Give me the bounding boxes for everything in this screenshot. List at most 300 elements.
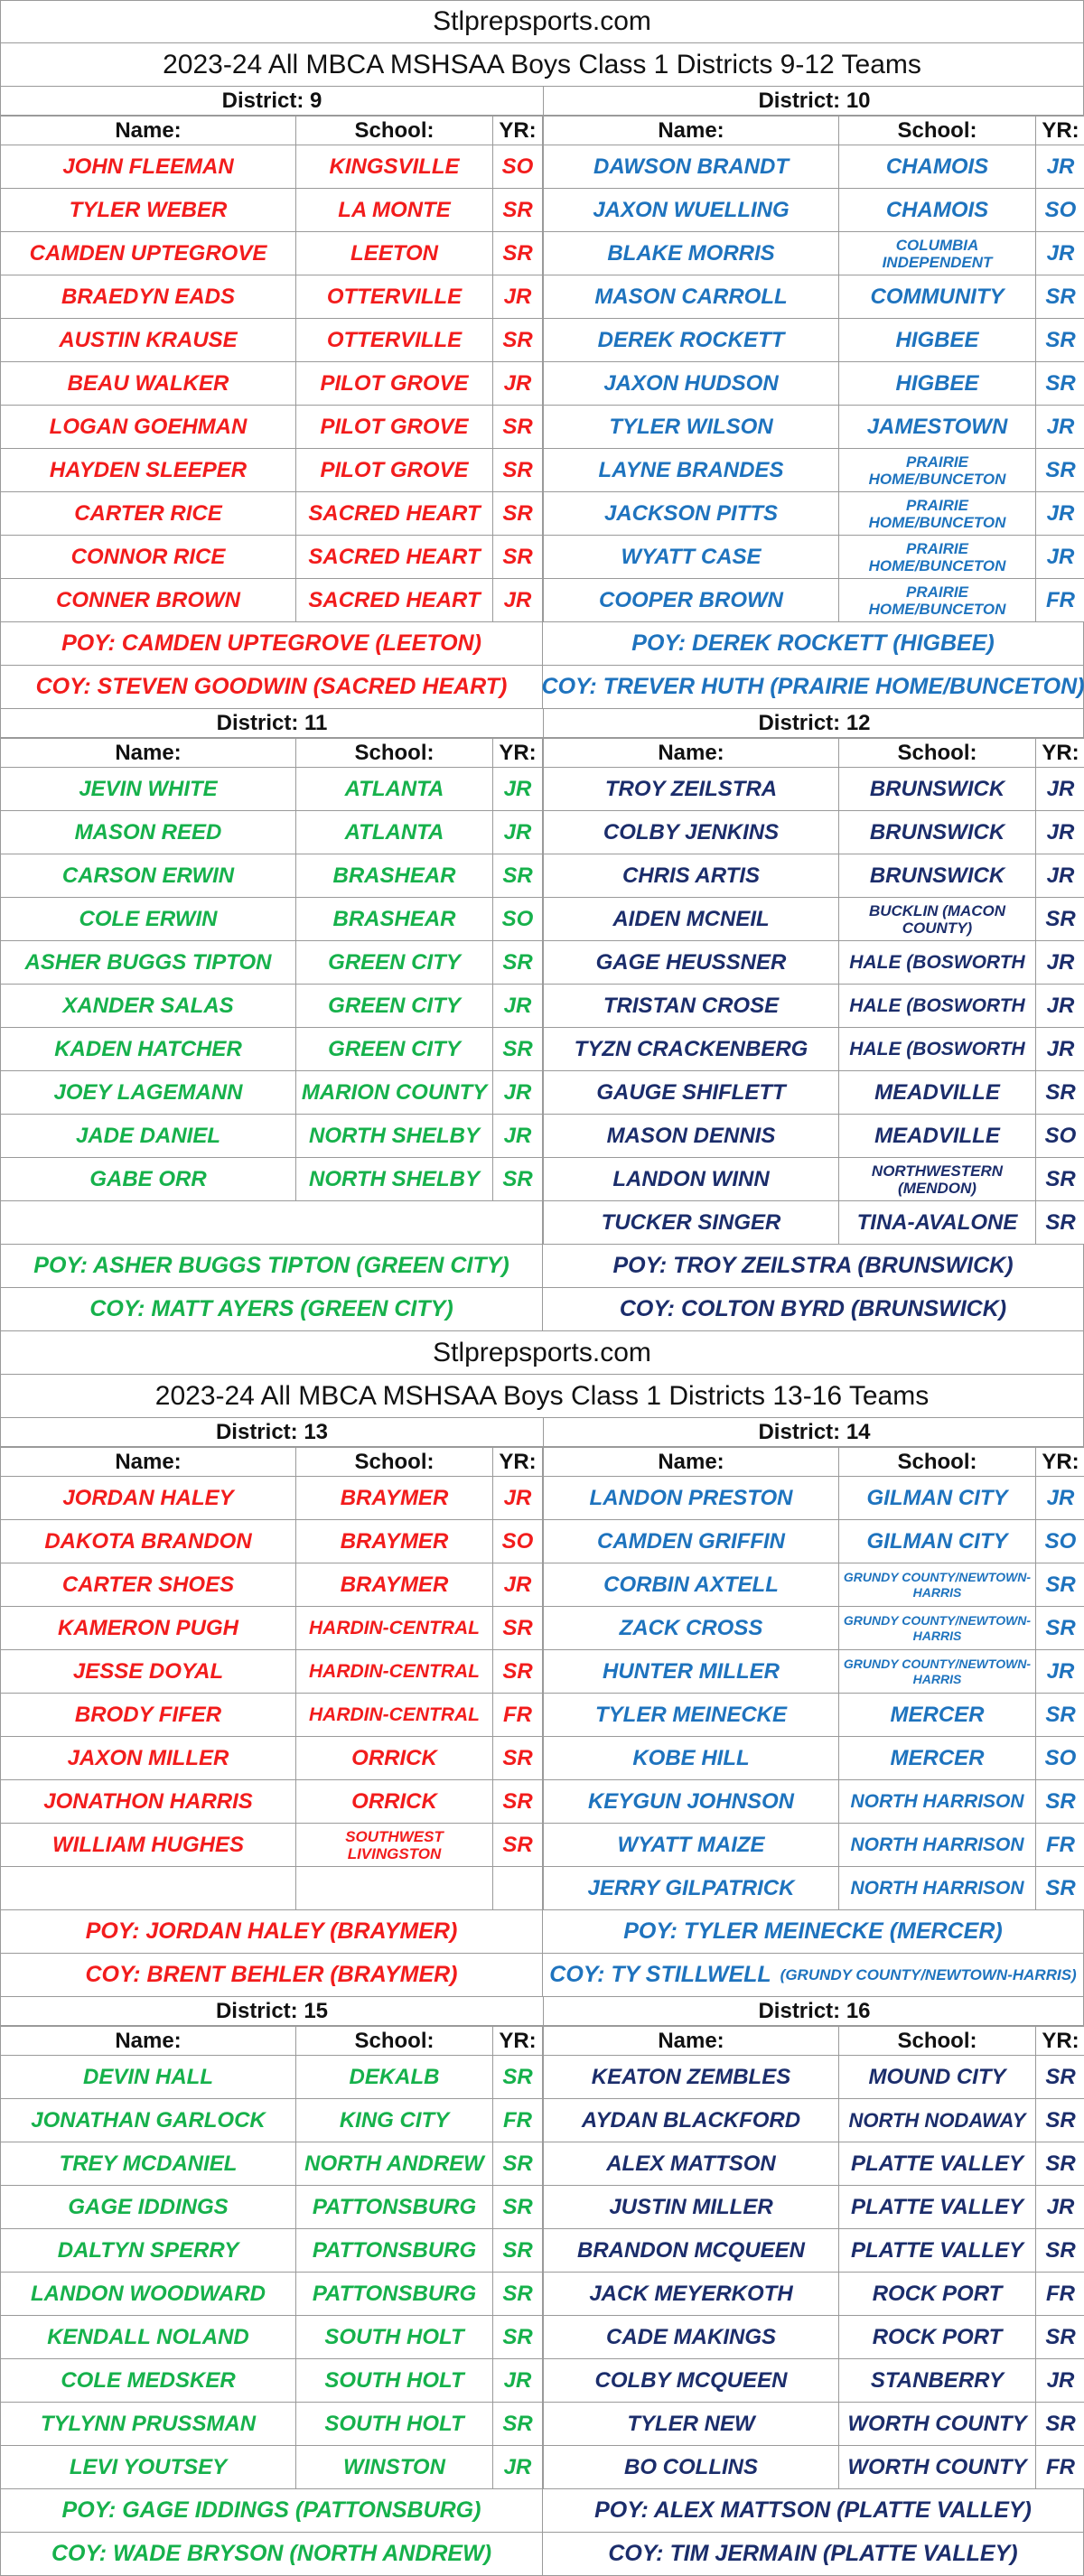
player-name: ZACK CROSS	[544, 1607, 839, 1650]
player-name: GAGE HEUSSNER	[544, 941, 839, 985]
player-school: SOUTH HOLT	[296, 2403, 493, 2446]
player-year: JR	[493, 1563, 543, 1607]
player-year: FR	[1036, 2273, 1084, 2316]
player-name: HUNTER MILLER	[544, 1650, 839, 1694]
player-year: SR	[493, 1650, 543, 1694]
district-pair	[0, 2026, 1084, 2576]
district-heading-row	[0, 709, 1084, 738]
district-pair	[0, 1447, 1084, 1997]
player-row	[544, 2229, 1084, 2273]
player-year: SR	[1036, 1780, 1084, 1824]
player-row	[1, 1867, 543, 1910]
player-school: DEKALB	[296, 2056, 493, 2099]
player-name: CARSON ERWIN	[1, 854, 296, 898]
player-row	[1, 1650, 543, 1694]
player-name	[1, 1867, 296, 1910]
player-school: HALE (BOSWORTH	[839, 985, 1036, 1028]
player-school: CHAMOIS	[839, 145, 1036, 189]
player-row	[1, 768, 543, 811]
player-name: BLAKE MORRIS	[544, 232, 839, 275]
player-year: JR	[1036, 2359, 1084, 2403]
header-row	[1, 117, 543, 145]
player-year: SR	[1036, 2099, 1084, 2142]
coach-of-year-text: COY: MATT AYERS (GREEN CITY)	[89, 1296, 453, 1322]
district-label: District: 14	[543, 1418, 1084, 1446]
player-school: WORTH COUNTY	[839, 2403, 1036, 2446]
player-year: SR	[493, 2056, 543, 2099]
player-name: DAWSON BRANDT	[544, 145, 839, 189]
player-year: SR	[493, 319, 543, 362]
player-name: TUCKER SINGER	[544, 1201, 839, 1245]
player-name: LAYNE BRANDES	[544, 449, 839, 492]
player-name: GAUGE SHIFLETT	[544, 1071, 839, 1115]
player-year: SR	[493, 1607, 543, 1650]
player-year: FR	[493, 1694, 543, 1737]
player-year: SR	[493, 492, 543, 536]
player-row	[1, 2099, 543, 2142]
player-school: PATTONSBURG	[296, 2273, 493, 2316]
player-year: JR	[493, 2359, 543, 2403]
player-year: SO	[1036, 1520, 1084, 1563]
player-name: JAXON WUELLING	[544, 189, 839, 232]
school-header: School:	[296, 1448, 493, 1477]
roster-table	[543, 1447, 1084, 1910]
player-row	[544, 2403, 1084, 2446]
player-school: PATTONSBURG	[296, 2186, 493, 2229]
player-name: TYLER MEINECKE	[544, 1694, 839, 1737]
player-school: NORTH SHELBY	[296, 1115, 493, 1158]
player-row	[1, 941, 543, 985]
player-row	[1, 1563, 543, 1607]
player-school: GREEN CITY	[296, 985, 493, 1028]
player-row	[544, 941, 1084, 985]
player-name: DEREK ROCKETT	[544, 319, 839, 362]
header-row	[544, 739, 1084, 768]
player-row	[1, 362, 543, 406]
player-school: GILMAN CITY	[839, 1520, 1036, 1563]
player-school: CHAMOIS	[839, 189, 1036, 232]
player-of-year: POY: ASHER BUGGS TIPTON (GREEN CITY)	[0, 1245, 542, 1288]
player-row	[544, 2316, 1084, 2359]
player-row	[1, 1071, 543, 1115]
player-name: JONATHAN GARLOCK	[1, 2099, 296, 2142]
player-row	[1, 1737, 543, 1780]
player-row	[544, 406, 1084, 449]
page-title: 2023-24 All MBCA MSHSAA Boys Class 1 Districts 13-16 Teams	[0, 1375, 1084, 1418]
school-header: School:	[839, 117, 1036, 145]
player-year: SR	[1036, 1158, 1084, 1201]
player-name: TROY ZEILSTRA	[544, 768, 839, 811]
player-name: ALEX MATTSON	[544, 2142, 839, 2186]
name-header: Name:	[1, 2027, 296, 2056]
player-year: SR	[493, 2229, 543, 2273]
roster-table	[543, 2026, 1084, 2489]
player-school: ORRICK	[296, 1737, 493, 1780]
player-row	[544, 536, 1084, 579]
empty-row	[1, 1201, 543, 1245]
player-school: OTTERVILLE	[296, 319, 493, 362]
district-panel	[542, 2026, 1084, 2576]
player-school: WINSTON	[296, 2446, 493, 2489]
player-year: SR	[1036, 2056, 1084, 2099]
player-name: JONATHON HARRIS	[1, 1780, 296, 1824]
player-name: JOEY LAGEMANN	[1, 1071, 296, 1115]
year-header: YR:	[493, 739, 543, 768]
player-school: HIGBEE	[839, 319, 1036, 362]
player-year: JR	[1036, 811, 1084, 854]
school-header: School:	[839, 739, 1036, 768]
player-year: JR	[493, 811, 543, 854]
player-row	[544, 2056, 1084, 2099]
coach-of-year	[0, 1288, 542, 1331]
name-header: Name:	[544, 1448, 839, 1477]
player-year: SO	[1036, 189, 1084, 232]
player-year: SR	[493, 941, 543, 985]
player-row	[1, 232, 543, 275]
player-year: JR	[493, 1115, 543, 1158]
player-name: KADEN HATCHER	[1, 1028, 296, 1071]
player-school: PILOT GROVE	[296, 449, 493, 492]
player-name: BEAU WALKER	[1, 362, 296, 406]
coach-of-year-text: COY: STEVEN GOODWIN (SACRED HEART)	[36, 674, 508, 700]
player-year: JR	[493, 768, 543, 811]
player-school: TINA-AVALONE	[839, 1201, 1036, 1245]
player-year: SO	[493, 1520, 543, 1563]
player-year: JR	[1036, 1650, 1084, 1694]
player-school: BRUNSWICK	[839, 768, 1036, 811]
district-heading-row	[0, 1997, 1084, 2026]
player-year: SO	[1036, 1737, 1084, 1780]
year-header: YR:	[1036, 2027, 1084, 2056]
player-row	[544, 2446, 1084, 2489]
player-year: SR	[1036, 449, 1084, 492]
player-name: TYLYNN PRUSSMAN	[1, 2403, 296, 2446]
player-school: GRUNDY COUNTY/NEWTOWN-HARRIS	[839, 1650, 1036, 1694]
player-year: SR	[1036, 898, 1084, 941]
roster-table	[0, 116, 543, 622]
name-header: Name:	[544, 739, 839, 768]
year-header: YR:	[1036, 117, 1084, 145]
player-name: LANDON WINN	[544, 1158, 839, 1201]
header-row	[1, 739, 543, 768]
player-name: GABE ORR	[1, 1158, 296, 1201]
player-school: SOUTHWEST LIVINGSTON	[296, 1824, 493, 1867]
player-year: JR	[493, 579, 543, 622]
coach-of-year-text: COY: TIM JERMAIN (PLATTE VALLEY)	[608, 2541, 1017, 2567]
school-header: School:	[839, 2027, 1036, 2056]
player-school: PLATTE VALLEY	[839, 2142, 1036, 2186]
player-row	[544, 811, 1084, 854]
player-year: SR	[493, 2142, 543, 2186]
player-school: GRUNDY COUNTY/NEWTOWN-HARRIS	[839, 1563, 1036, 1607]
player-year: JR	[1036, 492, 1084, 536]
player-of-year: POY: JORDAN HALEY (BRAYMER)	[0, 1910, 542, 1954]
player-row	[1, 536, 543, 579]
player-year: SR	[493, 1158, 543, 1201]
player-year: SR	[1036, 362, 1084, 406]
player-name: CAMDEN GRIFFIN	[544, 1520, 839, 1563]
player-of-year: POY: GAGE IDDINGS (PATTONSBURG)	[0, 2489, 542, 2533]
coach-of-year	[0, 2533, 542, 2576]
player-school: BRASHEAR	[296, 854, 493, 898]
player-row	[544, 2359, 1084, 2403]
player-school: COLUMBIA INDEPENDENT	[839, 232, 1036, 275]
player-school: PATTONSBURG	[296, 2229, 493, 2273]
player-name: JUSTIN MILLER	[544, 2186, 839, 2229]
player-school	[296, 1867, 493, 1910]
coach-of-year	[543, 666, 1084, 709]
player-school: OTTERVILLE	[296, 275, 493, 319]
player-row	[1, 2186, 543, 2229]
player-name: JAXON MILLER	[1, 1737, 296, 1780]
player-row	[1, 1158, 543, 1201]
player-name: CADE MAKINGS	[544, 2316, 839, 2359]
player-row	[1, 1607, 543, 1650]
player-school: PLATTE VALLEY	[839, 2229, 1036, 2273]
player-school: PLATTE VALLEY	[839, 2186, 1036, 2229]
district-panel	[0, 116, 542, 709]
player-row	[544, 1737, 1084, 1780]
player-row	[1, 854, 543, 898]
player-year: SR	[1036, 1607, 1084, 1650]
coach-school-note: (GRUNDY COUNTY/NEWTOWN-HARRIS)	[780, 1966, 1077, 1984]
player-of-year: POY: DEREK ROCKETT (HIGBEE)	[543, 622, 1084, 666]
player-name: JACKSON PITTS	[544, 492, 839, 536]
player-school: ATLANTA	[296, 811, 493, 854]
player-name: CARTER SHOES	[1, 1563, 296, 1607]
player-name: KAMERON PUGH	[1, 1607, 296, 1650]
player-row	[1, 449, 543, 492]
player-name: COLE ERWIN	[1, 898, 296, 941]
player-row	[544, 319, 1084, 362]
player-row	[544, 1650, 1084, 1694]
player-year: SR	[1036, 1563, 1084, 1607]
player-name: JAXON HUDSON	[544, 362, 839, 406]
player-school: MEADVILLE	[839, 1115, 1036, 1158]
player-row	[1, 492, 543, 536]
player-name: JESSE DOYAL	[1, 1650, 296, 1694]
player-name: AYDAN BLACKFORD	[544, 2099, 839, 2142]
player-year: JR	[1036, 1477, 1084, 1520]
player-year: JR	[493, 985, 543, 1028]
coach-of-year-text: COY: TREVER HUTH (PRAIRIE HOME/BUNCETON)	[542, 674, 1084, 700]
player-of-year: POY: TYLER MEINECKE (MERCER)	[543, 1910, 1084, 1954]
player-year: JR	[1036, 536, 1084, 579]
player-school: MERCER	[839, 1737, 1036, 1780]
player-school: HARDIN-CENTRAL	[296, 1694, 493, 1737]
player-year: SR	[1036, 2142, 1084, 2186]
player-row	[1, 1115, 543, 1158]
player-row	[544, 275, 1084, 319]
player-name: WYATT CASE	[544, 536, 839, 579]
player-row	[544, 2186, 1084, 2229]
player-school: JAMESTOWN	[839, 406, 1036, 449]
player-name: CONNOR RICE	[1, 536, 296, 579]
player-school: LEETON	[296, 232, 493, 275]
player-school: PRAIRIE HOME/BUNCETON	[839, 579, 1036, 622]
player-year: SR	[1036, 2403, 1084, 2446]
player-row	[544, 1520, 1084, 1563]
district-label: District: 11	[1, 709, 543, 737]
player-name: LANDON PRESTON	[544, 1477, 839, 1520]
player-school: ROCK PORT	[839, 2273, 1036, 2316]
player-row	[544, 449, 1084, 492]
player-year: SR	[1036, 319, 1084, 362]
player-year: SR	[1036, 1201, 1084, 1245]
player-name: COLE MEDSKER	[1, 2359, 296, 2403]
player-year: SR	[1036, 1694, 1084, 1737]
roster-table	[0, 1447, 543, 1910]
player-name: BRODY FIFER	[1, 1694, 296, 1737]
name-header: Name:	[544, 2027, 839, 2056]
player-year: SR	[493, 854, 543, 898]
player-year: SR	[493, 1824, 543, 1867]
player-year: SR	[1036, 275, 1084, 319]
player-name: ASHER BUGGS TIPTON	[1, 941, 296, 985]
player-school: GRUNDY COUNTY/NEWTOWN-HARRIS	[839, 1607, 1036, 1650]
player-school: WORTH COUNTY	[839, 2446, 1036, 2489]
header-row	[1, 2027, 543, 2056]
player-row	[544, 1028, 1084, 1071]
player-row	[1, 898, 543, 941]
player-row	[1, 189, 543, 232]
name-header: Name:	[1, 117, 296, 145]
player-name: CORBIN AXTELL	[544, 1563, 839, 1607]
player-school: BRAYMER	[296, 1477, 493, 1520]
district-pair	[0, 738, 1084, 1331]
player-row	[1, 1201, 543, 1245]
player-school: PILOT GROVE	[296, 362, 493, 406]
site-header: Stlprepsports.com	[0, 1331, 1084, 1375]
coach-of-year-text: COY: BRENT BEHLER (BRAYMER)	[85, 1962, 457, 1988]
year-header: YR:	[1036, 1448, 1084, 1477]
player-row	[1, 1477, 543, 1520]
player-name: MASON CARROLL	[544, 275, 839, 319]
player-row	[544, 854, 1084, 898]
district-label: District: 15	[1, 1997, 543, 2025]
header-row	[544, 2027, 1084, 2056]
player-year: SR	[1036, 2316, 1084, 2359]
player-row	[1, 2056, 543, 2099]
district-label: District: 10	[543, 87, 1084, 115]
roster-table	[0, 738, 543, 1245]
player-name: CAMDEN UPTEGROVE	[1, 232, 296, 275]
player-school: ATLANTA	[296, 768, 493, 811]
player-name: BRAEDYN EADS	[1, 275, 296, 319]
player-name: JADE DANIEL	[1, 1115, 296, 1158]
player-school: NORTH HARRISON	[839, 1824, 1036, 1867]
player-row	[544, 1477, 1084, 1520]
player-year: SO	[493, 898, 543, 941]
player-row	[1, 2403, 543, 2446]
player-school: HALE (BOSWORTH	[839, 1028, 1036, 1071]
player-school: NORTH HARRISON	[839, 1867, 1036, 1910]
player-of-year: POY: CAMDEN UPTEGROVE (LEETON)	[0, 622, 542, 666]
player-name: TYLER WILSON	[544, 406, 839, 449]
school-header: School:	[296, 739, 493, 768]
coach-of-year	[543, 1288, 1084, 1331]
player-year: JR	[1036, 406, 1084, 449]
player-name: WYATT MAIZE	[544, 1824, 839, 1867]
player-name: LOGAN GOEHMAN	[1, 406, 296, 449]
player-year: JR	[493, 275, 543, 319]
coach-of-year	[0, 1954, 542, 1997]
player-year: SR	[493, 232, 543, 275]
player-row	[544, 1694, 1084, 1737]
player-of-year: POY: TROY ZEILSTRA (BRUNSWICK)	[543, 1245, 1084, 1288]
player-year: JR	[1036, 854, 1084, 898]
player-school: NORTH SHELBY	[296, 1158, 493, 1201]
player-school: GREEN CITY	[296, 941, 493, 985]
header-row	[1, 1448, 543, 1477]
player-year: FR	[493, 2099, 543, 2142]
player-year: JR	[1036, 145, 1084, 189]
player-school: NORTH ANDREW	[296, 2142, 493, 2186]
player-year: JR	[493, 362, 543, 406]
coach-of-year-text: COY: WADE BRYSON (NORTH ANDREW)	[51, 2541, 491, 2567]
player-school: SOUTH HOLT	[296, 2359, 493, 2403]
player-name: KENDALL NOLAND	[1, 2316, 296, 2359]
player-school: PRAIRIE HOME/BUNCETON	[839, 492, 1036, 536]
player-name: JERRY GILPATRICK	[544, 1867, 839, 1910]
page-title: 2023-24 All MBCA MSHSAA Boys Class 1 Districts 9-12 Teams	[0, 43, 1084, 87]
player-school: BRUNSWICK	[839, 854, 1036, 898]
site-header: Stlprepsports.com	[0, 0, 1084, 43]
player-year: SR	[493, 1028, 543, 1071]
player-school: BUCKLIN (MACON COUNTY)	[839, 898, 1036, 941]
player-row	[1, 579, 543, 622]
player-row	[1, 1780, 543, 1824]
roster-table	[543, 738, 1084, 1245]
player-school: SACRED HEART	[296, 579, 493, 622]
player-school: ORRICK	[296, 1780, 493, 1824]
player-year: SR	[493, 1780, 543, 1824]
player-year: SR	[493, 2186, 543, 2229]
player-year: JR	[1036, 768, 1084, 811]
player-row	[1, 811, 543, 854]
player-row	[544, 1563, 1084, 1607]
district-panel	[542, 116, 1084, 709]
player-school: LA MONTE	[296, 189, 493, 232]
player-year: FR	[1036, 1824, 1084, 1867]
name-header: Name:	[1, 739, 296, 768]
player-year: FR	[1036, 579, 1084, 622]
player-school: GILMAN CITY	[839, 1477, 1036, 1520]
player-school: HALE (BOSWORTH	[839, 941, 1036, 985]
player-row	[1, 275, 543, 319]
player-name: KEYGUN JOHNSON	[544, 1780, 839, 1824]
header-row	[544, 117, 1084, 145]
player-row	[1, 985, 543, 1028]
player-school: BRAYMER	[296, 1563, 493, 1607]
player-row	[544, 1201, 1084, 1245]
player-row	[544, 898, 1084, 941]
player-school: BRUNSWICK	[839, 811, 1036, 854]
player-row	[544, 1115, 1084, 1158]
district-heading-row	[0, 1418, 1084, 1447]
player-year: SR	[493, 536, 543, 579]
player-school: BRAYMER	[296, 1520, 493, 1563]
district-heading-row	[0, 87, 1084, 116]
player-school: ROCK PORT	[839, 2316, 1036, 2359]
player-row	[544, 492, 1084, 536]
player-row	[544, 1607, 1084, 1650]
player-name: BRANDON MCQUEEN	[544, 2229, 839, 2273]
player-row	[1, 406, 543, 449]
player-name: GAGE IDDINGS	[1, 2186, 296, 2229]
player-year: SR	[1036, 1071, 1084, 1115]
player-year: JR	[493, 1477, 543, 1520]
